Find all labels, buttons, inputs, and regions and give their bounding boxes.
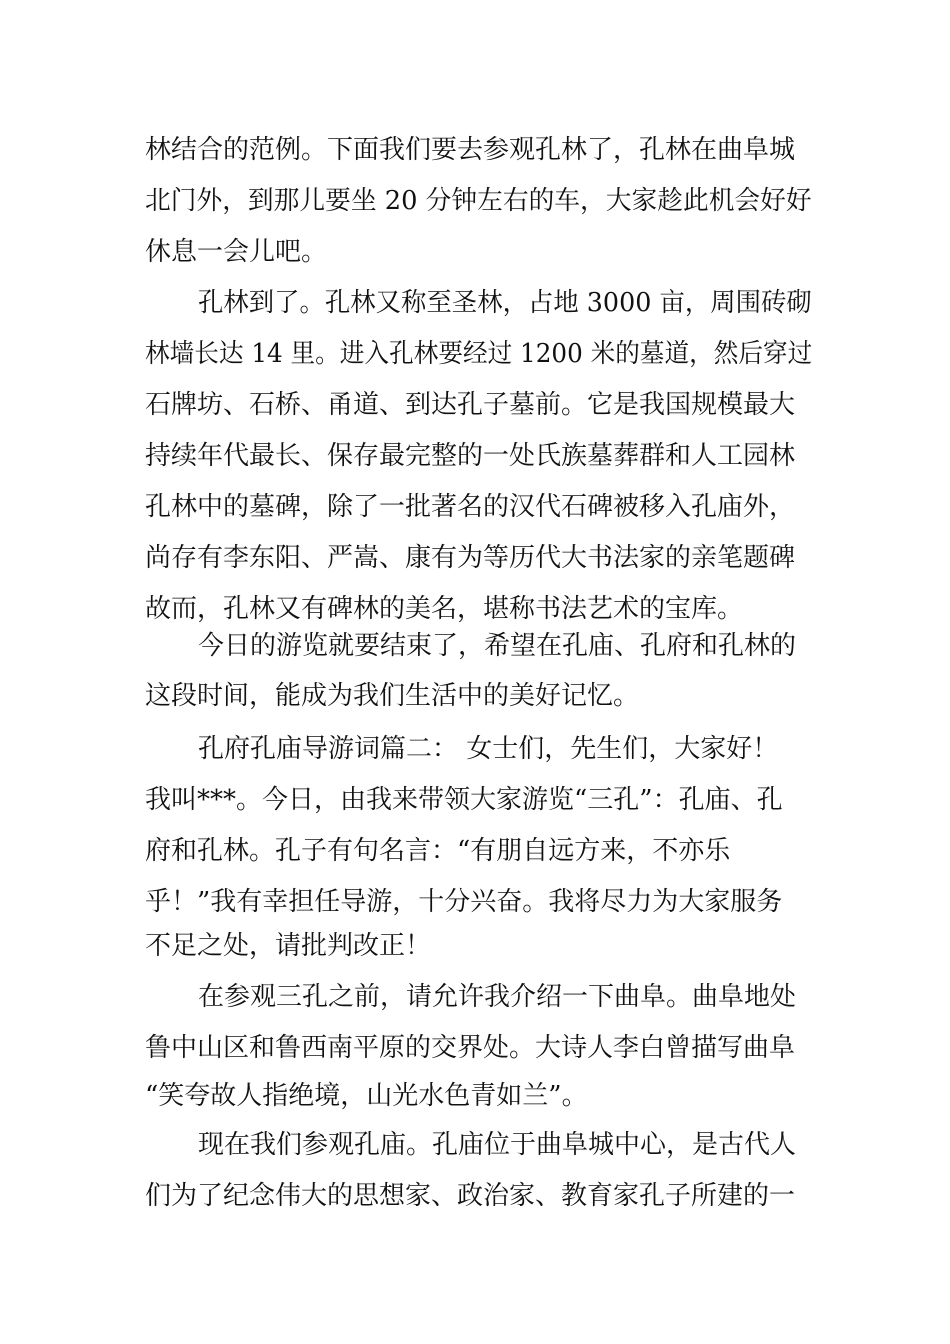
text-line: 现在我们参观孔庙。孔庙位于曲阜城中心，是古代人 [198, 1130, 797, 1160]
text-line: 北门外，到那儿要坐 20 分钟左右的车，大家趁此机会好好 [145, 186, 812, 216]
text-line: 孔府孔庙导游词篇二： 女士们，先生们，大家好！ [198, 734, 779, 764]
text-line: 休息一会儿吧。 [145, 237, 328, 267]
text-line: 石牌坊、石桥、甬道、到达孔子墓前。它是我国规模最大 [145, 390, 796, 420]
text-line: 乎！”我有幸担任导游，十分兴奋。我将尽力为大家服务 [145, 887, 783, 917]
text-line: 故而，孔林又有碑林的美名，堪称书法艺术的宝库。 [145, 594, 744, 624]
text-line: 尚存有李东阳、严嵩、康有为等历代大书法家的亲笔题碑 [145, 543, 796, 573]
text-line: 府和孔林。孔子有句名言：“有朋自远方来，不亦乐 [145, 836, 731, 866]
text-line: 在参观三孔之前，请允许我介绍一下曲阜。曲阜地处 [198, 982, 797, 1012]
text-line: 不足之处，请批判改正！ [145, 931, 432, 961]
text-line: 们为了纪念伟大的思想家、政治家、教育家孔子所建的一 [145, 1181, 796, 1211]
text-line: 持续年代最长、保存最完整的一处氏族墓葬群和人工园林 [145, 441, 796, 471]
text-line: 孔林中的墓碑，除了一批著名的汉代石碑被移入孔庙外， [145, 492, 796, 522]
text-line: “笑夸故人指绝境，山光水色青如兰”。 [145, 1081, 588, 1111]
text-line: 我叫***。今日，由我来带领大家游览“三孔”：孔庙、孔 [145, 785, 783, 815]
text-line: 这段时间，能成为我们生活中的美好记忆。 [145, 681, 640, 711]
text-line: 林结合的范例。下面我们要去参观孔林了，孔林在曲阜城 [145, 135, 796, 165]
text-line: 孔林到了。孔林又称至圣林，占地 3000 亩，周围砖砌 [198, 288, 812, 318]
text-line: 鲁中山区和鲁西南平原的交界处。大诗人李白曾描写曲阜 [145, 1033, 796, 1063]
text-line: 林墙长达 14 里。进入孔林要经过 1200 米的墓道，然后穿过 [145, 339, 813, 369]
text-line: 今日的游览就要结束了，希望在孔庙、孔府和孔林的 [198, 631, 797, 661]
